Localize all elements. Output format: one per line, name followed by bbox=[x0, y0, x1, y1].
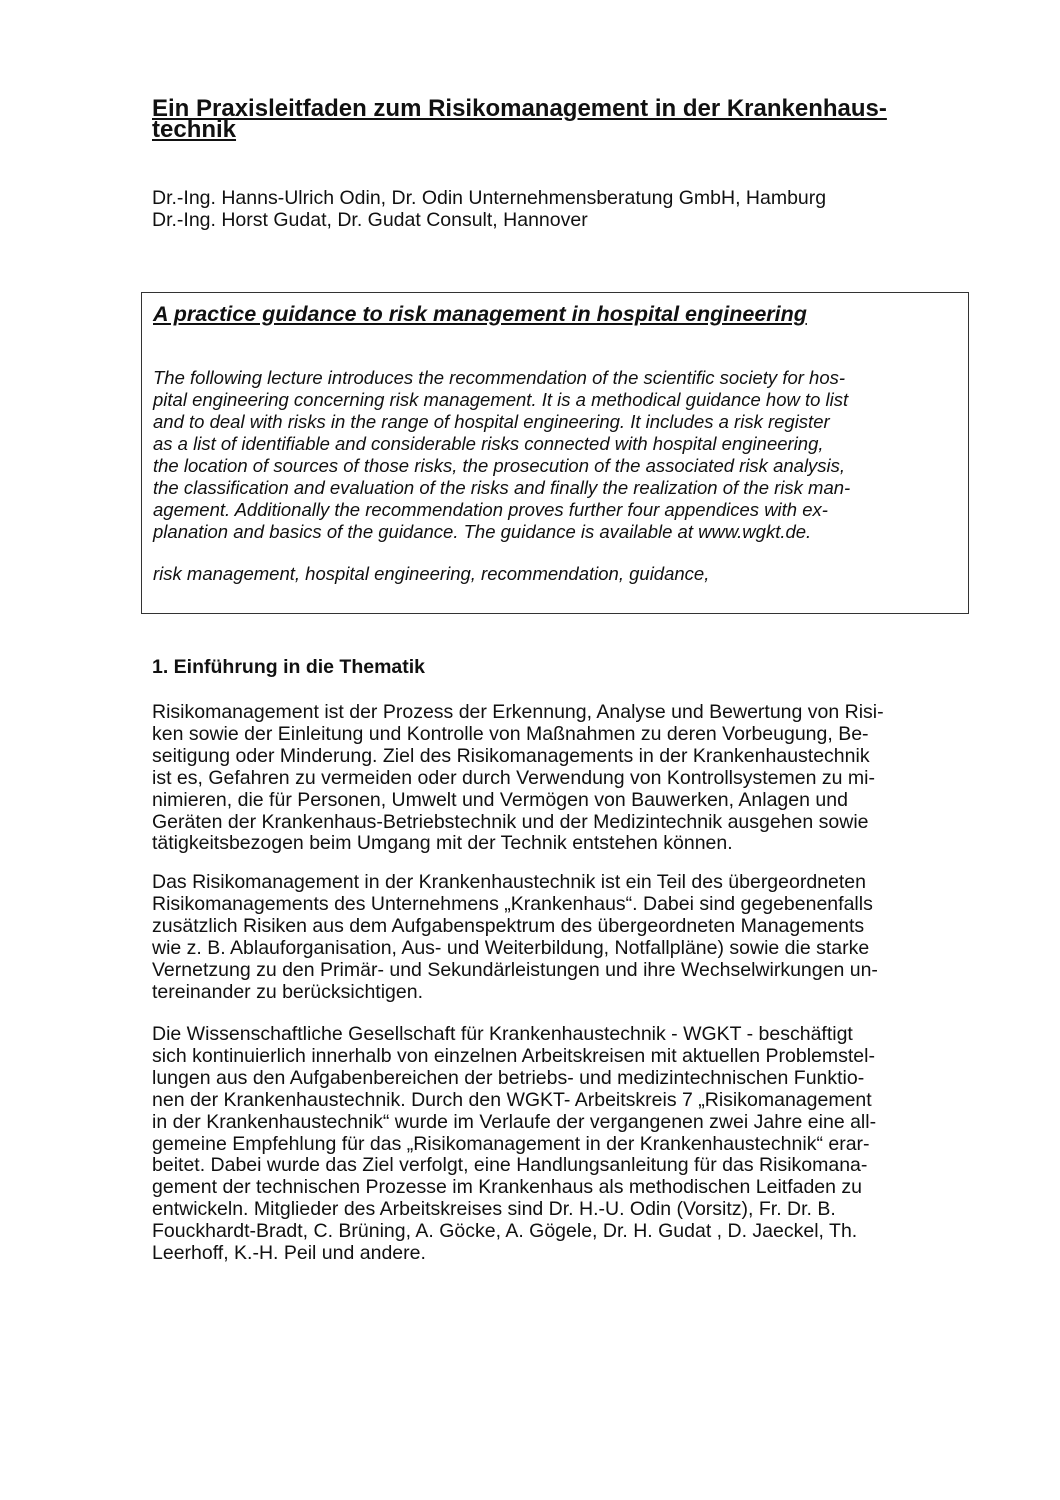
paragraph-line: Fouckhardt-Bradt, C. Brüning, A. Göcke, A. Gögele, Dr. H. Gudat , D. Jaeckel, Th. bbox=[152, 1220, 858, 1243]
paragraph-line: Risikomanagements des Unternehmens „Krankenhaus“. Dabei sind gegebenenfalls bbox=[152, 892, 873, 915]
author-list bbox=[152, 187, 942, 231]
abstract-line: the location of sources of those risks, the prosecution of the associated risk analysis, bbox=[153, 455, 846, 476]
abstract-line: and to deal with risks in the range of hospital engineering. It includes a risk register bbox=[153, 411, 830, 432]
paragraph-line: Die Wissenschaftliche Gesellschaft für Krankenhaustechnik - WGKT - beschäftigt bbox=[152, 1023, 853, 1045]
abstract-line: pital engineering concerning risk management. It is a methodical guidance how to list bbox=[153, 389, 849, 410]
author-line: Dr.-Ing. Horst Gudat, Dr. Gudat Consult, Hannover bbox=[152, 209, 588, 231]
paragraph-line: gemeine Empfehlung für das „Risikomanagement in der Krankenhaustechnik“ erar- bbox=[152, 1132, 870, 1155]
abstract-keywords: risk management, hospital engineering, recommendation, guidance, bbox=[153, 563, 710, 584]
abstract-line: as a list of identifiable and considerable risks connected with hospital engineering, bbox=[153, 433, 824, 454]
paragraph-line: tereinander zu berücksichtigen. bbox=[152, 980, 423, 1003]
author-line: Dr.-Ing. Hanns-Ulrich Odin, Dr. Odin Unternehmensberatung GmbH, Hamburg bbox=[152, 187, 827, 209]
abstract-box bbox=[141, 292, 969, 614]
abstract-line: the classification and evaluation of the risks and finally the realization of the risk man- bbox=[153, 477, 851, 498]
paragraph-line: in der Krankenhaustechnik“ wurde im Verlaufe der vergangenen zwei Jahre eine all- bbox=[152, 1110, 877, 1133]
body-paragraph bbox=[152, 702, 962, 855]
abstract-title: A practice guidance to risk management in hospital engineering bbox=[153, 302, 807, 326]
paragraph-line: nen der Krankenhaustechnik. Durch den WGKT- Arbeitskreis 7 „Risikomanagement bbox=[152, 1088, 872, 1111]
paragraph-line: tätigkeitsbezogen beim Umgang mit der Technik entstehen können. bbox=[152, 832, 733, 855]
paragraph-line: nimieren, die für Personen, Umwelt und Vermögen von Bauwerken, Anlagen und bbox=[152, 788, 848, 811]
abstract-line: planation and basics of the guidance. The guidance is available at www.wgkt.de. bbox=[153, 521, 812, 542]
body-paragraph bbox=[152, 1024, 962, 1265]
abstract-line: The following lecture introduces the recommendation of the scientific society for hos- bbox=[153, 367, 846, 388]
paragraph-line: Geräten der Krankenhaus-Betriebstechnik und der Medizintechnik ausgehen sowie bbox=[152, 810, 869, 833]
abstract-text bbox=[153, 367, 959, 543]
paragraph-line: wie z. B. Ablauforganisation, Aus- und Weiterbildung, Notfallpläne) sowie die starke bbox=[152, 936, 870, 959]
document-title bbox=[152, 95, 942, 143]
paragraph-line: Risikomanagement ist der Prozess der Erkennung, Analyse und Bewertung von Risi- bbox=[152, 701, 884, 723]
paragraph-line: seitigung oder Minderung. Ziel des Risikomanagements in der Krankenhaustechnik bbox=[152, 744, 870, 767]
paragraph-line: beitet. Dabei wurde das Ziel verfolgt, eine Handlungsanleitung für das Risikomana- bbox=[152, 1154, 868, 1177]
paragraph-line: ist es, Gefahren zu vermeiden oder durch Verwendung von Kontrollsystemen zu mi- bbox=[152, 766, 875, 789]
paragraph-line: Leerhoff, K.-H. Peil und andere. bbox=[152, 1242, 426, 1265]
body-paragraph bbox=[152, 872, 962, 1003]
title-line: technik bbox=[152, 116, 237, 143]
paragraph-line: gement der technischen Prozesse im Krankenhaus als methodischen Leitfaden zu bbox=[152, 1176, 862, 1199]
paragraph-line: Das Risikomanagement in der Krankenhaustechnik ist ein Teil des übergeordneten bbox=[152, 871, 866, 893]
paragraph-line: sich kontinuierlich innerhalb von einzelnen Arbeitskreisen mit aktuellen Problemstel- bbox=[152, 1044, 875, 1067]
paragraph-line: ken sowie der Einleitung und Kontrolle von Maßnahmen zu deren Vorbeugung, Be- bbox=[152, 722, 869, 745]
section-heading: 1. Einführung in die Thematik bbox=[152, 656, 426, 678]
abstract-line: agement. Additionally the recommendation proves further four appendices with ex- bbox=[153, 499, 828, 520]
title-line: Ein Praxisleitfaden zum Risikomanagement in der Krankenhaus- bbox=[152, 95, 887, 122]
paragraph-line: entwickeln. Mitglieder des Arbeitskreises sind Dr. H.-U. Odin (Vorsitz), Fr. Dr. B. bbox=[152, 1198, 836, 1221]
paragraph-line: Vernetzung zu den Primär- und Sekundärleistungen und ihre Wechselwirkungen un- bbox=[152, 958, 878, 981]
paragraph-line: lungen aus den Aufgabenbereichen der betriebs- und medizintechnischen Funktio- bbox=[152, 1066, 865, 1089]
paragraph-line: zusätzlich Risiken aus dem Aufgabenspektrum des übergeordneten Managements bbox=[152, 914, 865, 937]
